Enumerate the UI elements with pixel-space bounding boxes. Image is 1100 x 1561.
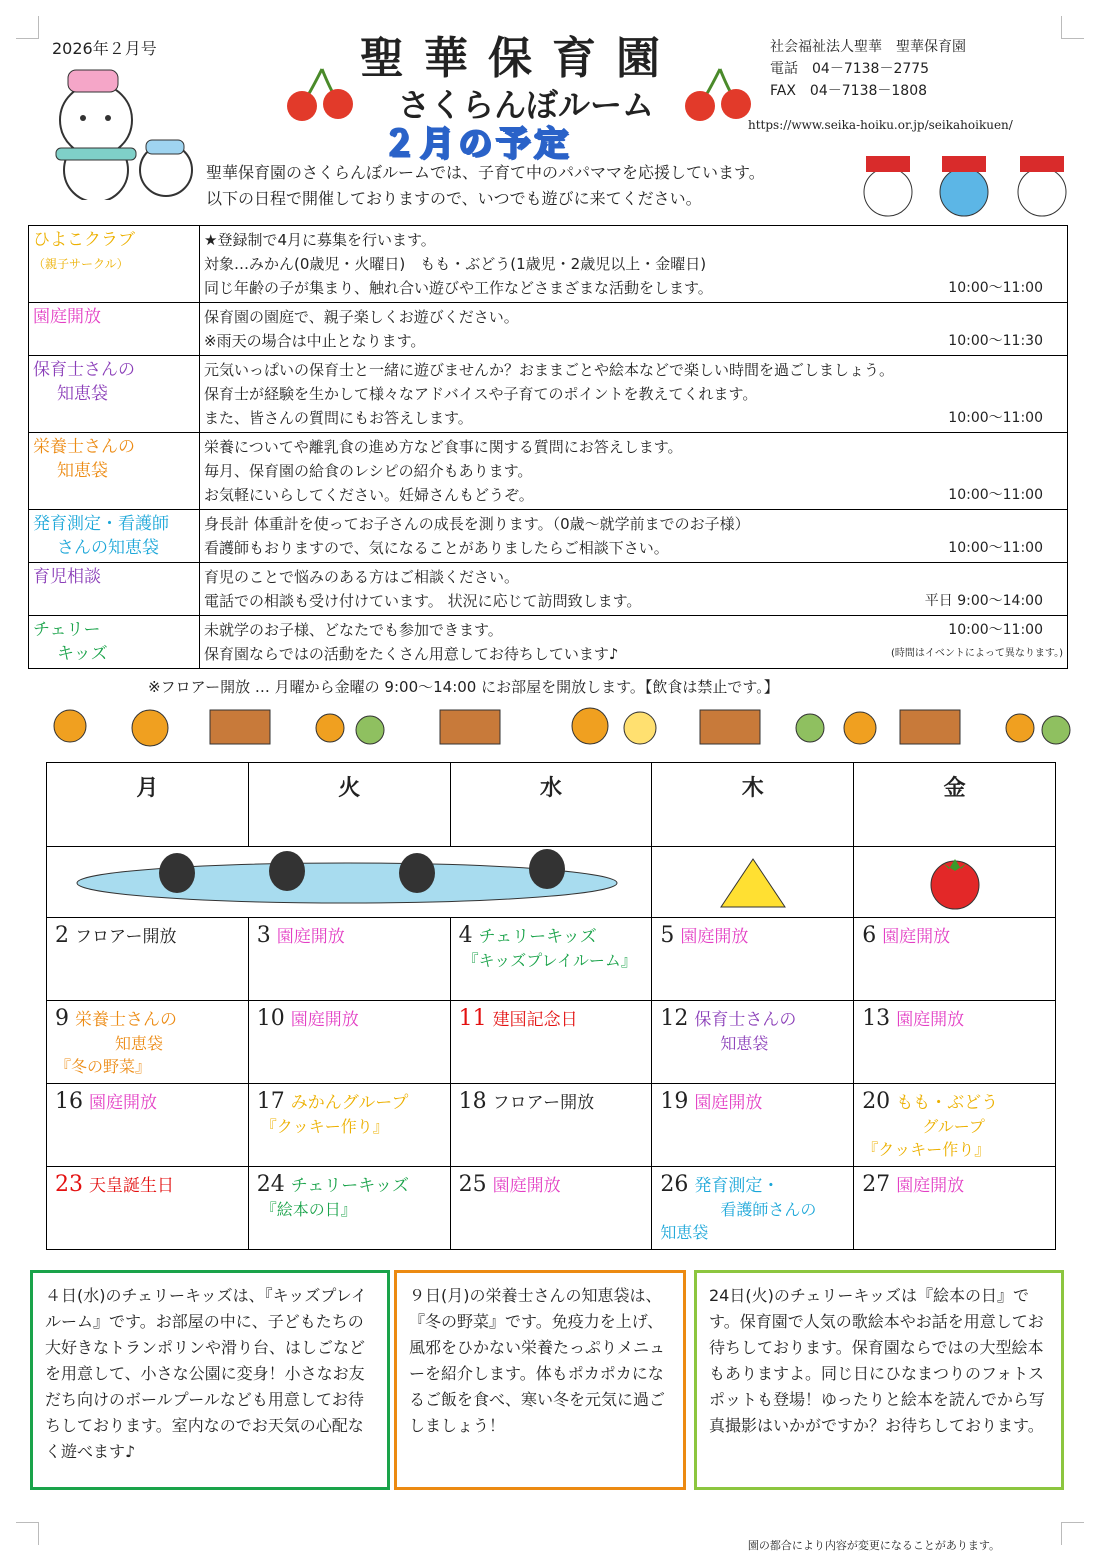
program-name: 栄養士さんの xyxy=(33,437,135,457)
program-desc-cell xyxy=(200,226,1068,303)
program-line: 栄養についてや離乳食の進め方など食事に関する質問にお答えします。 xyxy=(204,438,683,456)
info-text: 24日(火)のチェリーキッズは『絵本の日』です。保育園で人気の歌絵本やお話を用意してお待ちしております。保育園ならではの大型絵本もありますよ。同じ日にひなまつりのフォトスポットも登場！ゆったりと絵本を読んでから写真撮影はいかがですか？お待ちしております。 xyxy=(709,1286,1045,1435)
corner-mark xyxy=(1061,1522,1084,1545)
calendar-day-cell xyxy=(652,1084,854,1167)
calendar-day-cell xyxy=(47,1084,249,1167)
program-row xyxy=(29,563,1068,616)
day-number: 16 xyxy=(55,1089,83,1114)
program-line: 育児のことで悩みのある方はご相談ください。 xyxy=(204,568,520,586)
event-label: チェリーキッズ xyxy=(478,927,597,947)
day-line xyxy=(257,1171,442,1197)
program-line: 元気いっぱいの保育士と一緒に遊びませんか？おままごとや絵本などで楽しい時間を過ごしましょう。 xyxy=(204,361,895,379)
day-number: 24 xyxy=(256,1172,285,1197)
program-line: ★登録制で4月に募集を行います。 xyxy=(204,231,436,249)
weekday-label: 水 xyxy=(450,763,652,847)
illustration-row xyxy=(47,847,1056,918)
program-subname: キッズ xyxy=(57,644,108,664)
day-line xyxy=(257,1088,442,1114)
day-line xyxy=(660,1088,845,1114)
program-time: 10:00～11:00 xyxy=(948,540,1043,556)
program-line xyxy=(204,406,1063,430)
event-label: みかんグループ xyxy=(290,1093,409,1113)
program-line xyxy=(204,589,1063,613)
calendar-day-cell xyxy=(248,918,450,1001)
program-time: 10:00～11:30 xyxy=(948,333,1043,349)
event-label: 天皇誕生日 xyxy=(89,1176,174,1196)
website-url[interactable]: https://www.seika-hoiku.or.jp/seikahoikuen/ xyxy=(748,118,1013,132)
calendar-week-row xyxy=(47,1001,1056,1084)
program-line xyxy=(204,642,1063,666)
program-line-text: ※雨天の場合は中止となります。 xyxy=(204,332,426,350)
calendar-day-cell xyxy=(47,1001,249,1084)
event-label: 『クッキー作り』 xyxy=(862,1140,991,1159)
calendar-day-cell xyxy=(450,1084,652,1167)
day-number: 18 xyxy=(458,1089,487,1114)
info-text: ４日(水)のチェリーキッズは、『キッズプレイルーム』です。お部屋の中に、子どもたちの大好きなトランポリンや滑り台、はしごなどを用意して、小さな公園に変身！小さなお友だち向けのボールプールなども用意してお待ちしております。室内なのでお天気の心配なく遊べます♪ xyxy=(45,1286,367,1461)
program-name: 育児相談 xyxy=(33,567,101,587)
program-line: 身長計 体重計を使ってお子さんの成長を測ります。（0歳～就学前までのお子様） xyxy=(204,515,750,533)
program-line-text: 看護師もおりますので、気になることがありましたらご相談下さい。 xyxy=(204,539,669,557)
day-line xyxy=(862,1088,1047,1114)
program-line xyxy=(204,276,1063,300)
room-name: さくらんぼルーム xyxy=(398,86,655,124)
calendar-day-cell xyxy=(854,1167,1056,1250)
event-label: 看護師さんの xyxy=(720,1200,817,1219)
program-name-cell xyxy=(29,563,200,616)
day-number: 10 xyxy=(256,1006,285,1031)
event-label: 園庭開放 xyxy=(882,927,951,947)
calendar-week-row xyxy=(47,918,1056,1001)
event-label: 『キッズプレイルーム』 xyxy=(462,951,637,970)
intro-line: 聖華保育園のさくらんぼルームでは、子育て中のパパママを応援しています。 xyxy=(206,163,765,182)
day-line xyxy=(55,1088,240,1114)
intro-line: 以下の日程で開催しておりますので、いつでも遊びに来てください。 xyxy=(206,189,702,208)
program-name-cell xyxy=(29,226,200,303)
program-desc-cell xyxy=(200,433,1068,510)
event-label: 園庭開放 xyxy=(896,1176,965,1196)
event-label: 園庭開放 xyxy=(492,1176,561,1196)
program-row xyxy=(29,616,1068,669)
program-line: 保育園の園庭で、親子楽しくお遊びください。 xyxy=(204,308,519,326)
day-line xyxy=(55,1005,240,1031)
event-label: 知恵袋 xyxy=(660,1223,709,1242)
program-name: チェリー xyxy=(33,620,101,640)
cherry-icon xyxy=(282,64,362,124)
program-name-cell xyxy=(29,303,200,356)
winter-characters-illustration xyxy=(852,148,1082,220)
tomato-cell xyxy=(854,847,1056,918)
setsubun-beans-border xyxy=(20,700,1080,752)
day-line xyxy=(459,1171,644,1197)
issue-date: 2026年２月号 xyxy=(52,39,157,58)
event-label: 建国記念日 xyxy=(492,1010,578,1030)
footer-note: 園の都合により内容が変更になることがあります。 xyxy=(747,1539,1000,1552)
event-label: 『クッキー作り』 xyxy=(260,1117,389,1136)
event-label: 『絵本の日』 xyxy=(260,1200,357,1219)
event-label: フロアー開放 xyxy=(75,927,177,947)
program-name-cell xyxy=(29,616,200,669)
weekday-header-row xyxy=(47,763,1056,847)
event-label: 園庭開放 xyxy=(694,1093,763,1113)
event-label: 園庭開放 xyxy=(89,1093,157,1113)
program-name-cell xyxy=(29,356,200,433)
weekday-label: 金 xyxy=(854,763,1056,847)
day-line xyxy=(862,1005,1047,1031)
calendar-day-cell xyxy=(450,1001,652,1084)
program-time: 10:00～11:00 xyxy=(948,410,1043,426)
day-line xyxy=(55,922,240,948)
day-number: 5 xyxy=(660,923,675,948)
program-line-text: お気軽にいらしてください。妊婦さんもどうぞ。 xyxy=(204,486,534,504)
program-line xyxy=(204,618,1063,642)
program-subname: 知恵袋 xyxy=(57,384,108,404)
day-line xyxy=(862,922,1047,948)
calendar-day-cell xyxy=(652,918,854,1001)
day-number: 17 xyxy=(256,1089,285,1114)
event-label: 保育士さんの xyxy=(694,1010,797,1030)
program-row xyxy=(29,433,1068,510)
program-table xyxy=(28,225,1068,669)
day-number: 19 xyxy=(660,1089,689,1114)
calendar-day-cell xyxy=(248,1001,450,1084)
org-line: 電話 04－7138－2775 xyxy=(770,61,930,77)
program-note: (時間はイベントによって異なります。) xyxy=(890,648,1063,659)
program-name: ひよこクラブ xyxy=(33,230,135,250)
event-label: 知恵袋 xyxy=(720,1034,769,1053)
tomato-character-icon xyxy=(915,851,995,911)
program-name-cell xyxy=(29,510,200,563)
program-desc-cell xyxy=(200,563,1068,616)
floor-open-note: ※フロアー開放 … 月曜から金曜の 9:00～14:00 にお部屋を開放します。【飲食は禁止です。】 xyxy=(148,678,779,696)
program-line: 保育士が経験を生かして様々なアドバイスや子育てのポイントを教えてくれます。 xyxy=(204,385,758,403)
event-label: 知恵袋 xyxy=(115,1034,164,1053)
program-name: 園庭開放 xyxy=(33,307,101,327)
day-number: 3 xyxy=(256,923,271,948)
february-calendar xyxy=(46,762,1056,1250)
program-line: 毎月、保育園の給食のレシピの紹介もあります。 xyxy=(204,462,533,480)
calendar-day-cell xyxy=(47,918,249,1001)
event-label: 栄養士さんの xyxy=(75,1010,177,1030)
calendar-day-cell xyxy=(248,1084,450,1167)
info-box-picture-book-day xyxy=(694,1270,1064,1490)
cherry-icon xyxy=(680,64,760,124)
corner-mark xyxy=(16,1522,39,1545)
program-subname: 知恵袋 xyxy=(57,461,108,481)
calendar-day-cell xyxy=(854,1001,1056,1084)
day-number: 6 xyxy=(862,923,877,948)
event-label: 園庭開放 xyxy=(290,1010,359,1030)
org-line: 社会福祉法人聖華 聖華保育園 xyxy=(770,39,966,55)
program-time: 平日 9:00～14:00 xyxy=(924,593,1043,609)
event-label: 『冬の野菜』 xyxy=(55,1057,152,1076)
nursery-title: 聖華保育園 xyxy=(360,33,680,84)
program-row xyxy=(29,356,1068,433)
program-line-text: また、皆さんの質問にもお答えします。 xyxy=(204,409,473,427)
program-line xyxy=(204,483,1063,507)
program-line-text: 電話での相談も受け付けています。 状況に応じて訪問致します。 xyxy=(204,592,642,610)
event-label: もも・ぶどう xyxy=(896,1093,999,1113)
calendar-day-cell xyxy=(854,918,1056,1001)
program-desc-cell xyxy=(200,616,1068,669)
program-desc-cell xyxy=(200,303,1068,356)
day-line xyxy=(257,1005,442,1031)
penguins-skating-illustration xyxy=(47,847,647,909)
weekday-label: 月 xyxy=(47,763,249,847)
event-label: 園庭開放 xyxy=(680,927,749,947)
skating-cell xyxy=(47,847,652,918)
program-time: 10:00～11:00 xyxy=(948,487,1043,503)
day-number: 25 xyxy=(458,1172,487,1197)
program-subname: （親子サークル） xyxy=(33,257,129,271)
event-label: 発育測定・ xyxy=(694,1176,780,1196)
day-line xyxy=(459,1088,644,1114)
schedule-title: ２月の予定 xyxy=(382,124,572,164)
intro-text xyxy=(206,160,765,212)
program-name: 発育測定・看護師 xyxy=(33,514,169,534)
snowman-illustration xyxy=(26,60,196,200)
onigiri-character-icon xyxy=(713,851,793,911)
info-box-kids-playroom xyxy=(30,1270,390,1490)
program-name: 保育士さんの xyxy=(33,360,135,380)
program-time: 10:00～11:00 xyxy=(948,280,1043,296)
program-desc-cell xyxy=(200,356,1068,433)
calendar-day-cell xyxy=(652,1001,854,1084)
weekday-label: 火 xyxy=(248,763,450,847)
event-label: チェリーキッズ xyxy=(290,1176,409,1196)
day-number: 2 xyxy=(55,923,69,948)
program-row xyxy=(29,226,1068,303)
org-info xyxy=(770,36,966,102)
calendar-day-cell xyxy=(450,1167,652,1250)
day-line xyxy=(660,1005,845,1031)
day-number: 23 xyxy=(55,1172,83,1197)
onigiri-cell xyxy=(652,847,854,918)
calendar-day-cell xyxy=(652,1167,854,1250)
org-line: FAX 04－7138－1808 xyxy=(770,83,928,99)
day-number: 4 xyxy=(458,923,473,948)
day-line xyxy=(660,922,845,948)
calendar-day-cell xyxy=(248,1167,450,1250)
day-line xyxy=(257,922,442,948)
day-number: 9 xyxy=(55,1006,69,1031)
day-number: 20 xyxy=(862,1089,891,1114)
calendar-week-row xyxy=(47,1084,1056,1167)
day-number: 13 xyxy=(862,1006,891,1031)
program-desc-cell xyxy=(200,510,1068,563)
day-number: 27 xyxy=(862,1172,891,1197)
event-label: フロアー開放 xyxy=(492,1093,595,1113)
info-box-winter-vegetables xyxy=(394,1270,686,1490)
day-number: 26 xyxy=(660,1172,689,1197)
program-subname: さんの知恵袋 xyxy=(57,538,159,558)
day-number: 12 xyxy=(660,1006,689,1031)
program-row xyxy=(29,303,1068,356)
day-line xyxy=(862,1171,1047,1197)
calendar-day-cell xyxy=(47,1167,249,1250)
weekday-label: 木 xyxy=(652,763,854,847)
program-line xyxy=(204,536,1063,560)
event-label: グループ xyxy=(922,1117,985,1136)
event-label: 園庭開放 xyxy=(276,927,345,947)
day-line xyxy=(459,922,644,948)
program-name-cell xyxy=(29,433,200,510)
program-line xyxy=(204,329,1063,353)
calendar-week-row xyxy=(47,1167,1056,1250)
day-line xyxy=(55,1171,240,1197)
corner-mark xyxy=(1061,16,1084,39)
program-line-text: 保育園ならではの活動をたくさん用意してお待ちしています♪ xyxy=(204,645,619,663)
calendar-day-cell xyxy=(854,1084,1056,1167)
program-line-text: 未就学のお子様、どなたでも参加できます。 xyxy=(204,621,503,639)
day-number: 11 xyxy=(458,1006,487,1031)
program-line: 対象…みかん(0歳児・火曜日) もも・ぶどう(1歳児・2歳児以上・金曜日) xyxy=(204,255,707,273)
corner-mark xyxy=(16,16,39,39)
program-line-text: 同じ年齢の子が集まり、触れ合い遊びや工作などさまざまな活動をします。 xyxy=(204,279,713,297)
day-line xyxy=(660,1171,845,1197)
program-row xyxy=(29,510,1068,563)
calendar-day-cell xyxy=(450,918,652,1001)
program-time: 10:00～11:00 xyxy=(948,622,1043,638)
day-line xyxy=(459,1005,644,1031)
info-text: ９日(月)の栄養士さんの知恵袋は、『冬の野菜』です。免疫力を上げ、風邪をひかない栄養たっぷりメニューを紹介します。体もポカポカになるご飯を食べ、寒い冬を元気に過ごしましょう！ xyxy=(409,1286,666,1435)
event-label: 園庭開放 xyxy=(896,1010,965,1030)
